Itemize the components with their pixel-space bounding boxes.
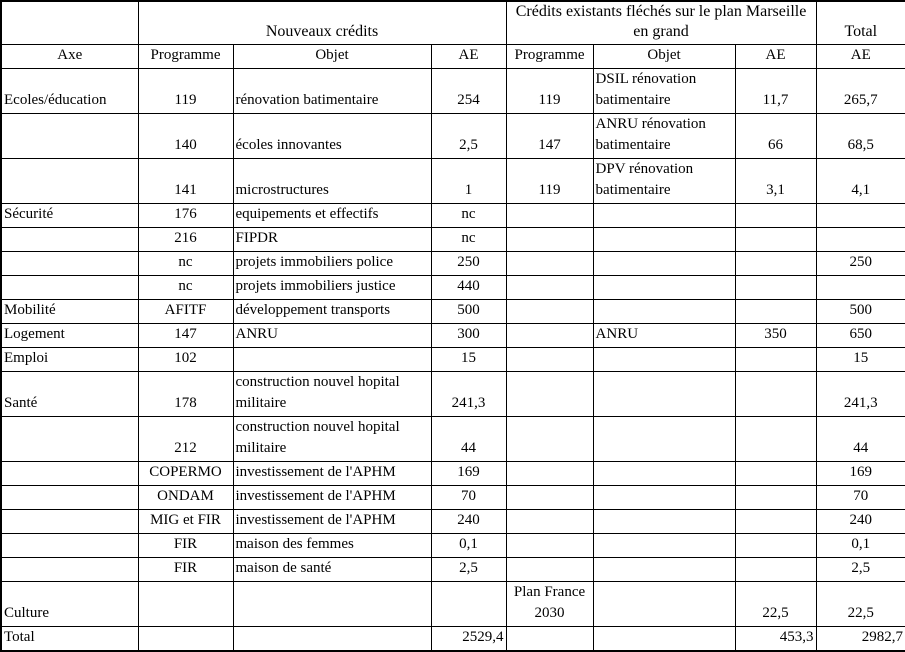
cell-axe	[1, 462, 138, 486]
cell-axe	[1, 252, 138, 276]
column-header-ae-new: AE	[431, 45, 506, 69]
table-row	[1, 534, 905, 558]
cell-ae2	[735, 462, 816, 486]
cell-objet2	[593, 462, 735, 486]
cell-prog2	[506, 228, 593, 252]
cell-prog1: FIR	[138, 534, 233, 558]
cell-objet1	[233, 348, 431, 372]
cell-axe	[1, 558, 138, 582]
cell-prog2	[506, 417, 593, 462]
cell-ae1	[431, 582, 506, 627]
cell-axe: Mobilité	[1, 300, 138, 324]
cell-axe: Emploi	[1, 348, 138, 372]
cell-objet1: investissement de l'APHM	[233, 510, 431, 534]
cell-objet2: ANRU rénovation batimentaire	[593, 114, 735, 159]
cell-ae1: nc	[431, 204, 506, 228]
cell-ae1: 440	[431, 276, 506, 300]
cell-ae2	[735, 417, 816, 462]
total-row-grand-total: 2982,7	[816, 627, 905, 652]
cell-total: 0,1	[816, 534, 905, 558]
cell-ae1: 0,1	[431, 534, 506, 558]
cell-prog2	[506, 252, 593, 276]
cell-prog2: Plan France 2030	[506, 582, 593, 627]
cell-prog2	[506, 276, 593, 300]
cell-prog1: 212	[138, 417, 233, 462]
cell-objet1: equipements et effectifs	[233, 204, 431, 228]
cell-ae2	[735, 276, 816, 300]
cell-ae2	[735, 300, 816, 324]
cell-objet1: investissement de l'APHM	[233, 486, 431, 510]
cell-axe: Culture	[1, 582, 138, 627]
cell-total: 70	[816, 486, 905, 510]
cell-total: 2,5	[816, 558, 905, 582]
column-header-ae-total: AE	[816, 45, 905, 69]
column-header-objet-existing: Objet	[593, 45, 735, 69]
cell-total: 15	[816, 348, 905, 372]
total-row-empty-prog2	[506, 627, 593, 652]
cell-total: 22,5	[816, 582, 905, 627]
cell-ae1: 241,3	[431, 372, 506, 417]
cell-prog1: 176	[138, 204, 233, 228]
cell-total: 241,3	[816, 372, 905, 417]
cell-objet2	[593, 510, 735, 534]
header-spacer	[1, 1, 138, 45]
cell-total: 44	[816, 417, 905, 462]
cell-total: 4,1	[816, 159, 905, 204]
cell-prog2	[506, 204, 593, 228]
table-row	[1, 276, 905, 300]
cell-ae1: 300	[431, 324, 506, 348]
cell-ae2: 350	[735, 324, 816, 348]
cell-prog2: 119	[506, 69, 593, 114]
column-header-ae-existing: AE	[735, 45, 816, 69]
table-row	[1, 372, 905, 417]
cell-prog2	[506, 324, 593, 348]
cell-prog1: ONDAM	[138, 486, 233, 510]
cell-prog2: 119	[506, 159, 593, 204]
cell-ae1: 1	[431, 159, 506, 204]
cell-objet1: écoles innovantes	[233, 114, 431, 159]
total-row-ae-new: 2529,4	[431, 627, 506, 652]
cell-axe	[1, 417, 138, 462]
cell-ae1: 250	[431, 252, 506, 276]
header-group-new-credits: Nouveaux crédits	[138, 1, 506, 45]
cell-ae1: nc	[431, 228, 506, 252]
cell-ae2	[735, 252, 816, 276]
table-row	[1, 510, 905, 534]
table-row	[1, 204, 905, 228]
cell-ae2	[735, 534, 816, 558]
cell-objet1	[233, 582, 431, 627]
cell-objet1: projets immobiliers justice	[233, 276, 431, 300]
cell-objet2	[593, 204, 735, 228]
cell-prog1: 140	[138, 114, 233, 159]
cell-objet2	[593, 252, 735, 276]
total-row-empty-objet2	[593, 627, 735, 652]
total-row-ae-existing: 453,3	[735, 627, 816, 652]
table-row	[1, 69, 905, 114]
cell-axe	[1, 114, 138, 159]
cell-total: 169	[816, 462, 905, 486]
cell-ae2: 66	[735, 114, 816, 159]
cell-objet2: DSIL rénovation batimentaire	[593, 69, 735, 114]
table-row	[1, 462, 905, 486]
cell-ae2	[735, 348, 816, 372]
cell-prog1: nc	[138, 252, 233, 276]
cell-ae1: 2,5	[431, 114, 506, 159]
cell-total: 265,7	[816, 69, 905, 114]
column-header-objet-new: Objet	[233, 45, 431, 69]
cell-ae2	[735, 228, 816, 252]
cell-objet2	[593, 558, 735, 582]
cell-prog1: MIG et FIR	[138, 510, 233, 534]
cell-axe: Sécurité	[1, 204, 138, 228]
cell-prog1: AFITF	[138, 300, 233, 324]
cell-total: 68,5	[816, 114, 905, 159]
column-header-axe: Axe	[1, 45, 138, 69]
cell-objet2	[593, 300, 735, 324]
table-row	[1, 582, 905, 627]
cell-ae2	[735, 510, 816, 534]
column-header-programme-new: Programme	[138, 45, 233, 69]
cell-objet2: ANRU	[593, 324, 735, 348]
cell-objet2	[593, 276, 735, 300]
cell-prog2	[506, 348, 593, 372]
cell-ae2	[735, 204, 816, 228]
table-row	[1, 300, 905, 324]
header-group-existing-credits: Crédits existants fléchés sur le plan Marseille en grand	[506, 1, 816, 45]
cell-total: 650	[816, 324, 905, 348]
cell-prog2	[506, 510, 593, 534]
cell-objet1: investissement de l'APHM	[233, 462, 431, 486]
header-group-row	[1, 1, 905, 45]
table-row	[1, 558, 905, 582]
table-row	[1, 159, 905, 204]
total-row-label: Total	[1, 627, 138, 652]
cell-total: 500	[816, 300, 905, 324]
cell-objet2	[593, 348, 735, 372]
column-header-programme-existing: Programme	[506, 45, 593, 69]
cell-axe	[1, 486, 138, 510]
cell-prog2	[506, 372, 593, 417]
cell-ae2: 22,5	[735, 582, 816, 627]
cell-prog1: 216	[138, 228, 233, 252]
cell-objet1: maison des femmes	[233, 534, 431, 558]
cell-axe	[1, 534, 138, 558]
table-row	[1, 417, 905, 462]
cell-axe	[1, 510, 138, 534]
cell-axe: Santé	[1, 372, 138, 417]
header-columns-row	[1, 45, 905, 69]
cell-objet2	[593, 228, 735, 252]
total-row-empty-prog1	[138, 627, 233, 652]
cell-total	[816, 204, 905, 228]
cell-prog2: 147	[506, 114, 593, 159]
cell-ae2	[735, 486, 816, 510]
cell-ae2: 11,7	[735, 69, 816, 114]
cell-prog1: 147	[138, 324, 233, 348]
cell-prog2	[506, 462, 593, 486]
cell-objet1: construction nouvel hopital militaire	[233, 417, 431, 462]
cell-prog1: 102	[138, 348, 233, 372]
cell-total: 240	[816, 510, 905, 534]
cell-ae2	[735, 558, 816, 582]
cell-ae2: 3,1	[735, 159, 816, 204]
table-row	[1, 228, 905, 252]
cell-objet1: microstructures	[233, 159, 431, 204]
cell-ae1: 70	[431, 486, 506, 510]
cell-ae2	[735, 372, 816, 417]
cell-objet1: construction nouvel hopital militaire	[233, 372, 431, 417]
cell-prog1: 141	[138, 159, 233, 204]
cell-objet2	[593, 582, 735, 627]
cell-objet1: ANRU	[233, 324, 431, 348]
cell-objet1: rénovation batimentaire	[233, 69, 431, 114]
cell-objet2	[593, 372, 735, 417]
total-row	[1, 627, 905, 652]
cell-objet2: DPV rénovation batimentaire	[593, 159, 735, 204]
cell-objet1: développement transports	[233, 300, 431, 324]
cell-prog1: COPERMO	[138, 462, 233, 486]
table-row	[1, 324, 905, 348]
cell-prog1: 119	[138, 69, 233, 114]
cell-ae1: 2,5	[431, 558, 506, 582]
cell-prog2	[506, 534, 593, 558]
cell-objet2	[593, 486, 735, 510]
cell-prog2	[506, 558, 593, 582]
cell-objet1: projets immobiliers police	[233, 252, 431, 276]
cell-ae1: 254	[431, 69, 506, 114]
cell-prog1: 178	[138, 372, 233, 417]
cell-prog1	[138, 582, 233, 627]
cell-axe: Logement	[1, 324, 138, 348]
cell-objet1: maison de santé	[233, 558, 431, 582]
cell-prog1: FIR	[138, 558, 233, 582]
cell-objet1: FIPDR	[233, 228, 431, 252]
cell-ae1: 44	[431, 417, 506, 462]
cell-objet2	[593, 417, 735, 462]
cell-total	[816, 228, 905, 252]
cell-prog1: nc	[138, 276, 233, 300]
table-row	[1, 348, 905, 372]
total-row-empty-objet1	[233, 627, 431, 652]
cell-ae1: 240	[431, 510, 506, 534]
cell-axe: Ecoles/éducation	[1, 69, 138, 114]
table-row	[1, 252, 905, 276]
cell-ae1: 15	[431, 348, 506, 372]
cell-total: 250	[816, 252, 905, 276]
cell-axe	[1, 228, 138, 252]
cell-prog2	[506, 486, 593, 510]
cell-total	[816, 276, 905, 300]
header-group-total: Total	[816, 1, 905, 45]
cell-axe	[1, 276, 138, 300]
table-row	[1, 114, 905, 159]
cell-ae1: 169	[431, 462, 506, 486]
cell-axe	[1, 159, 138, 204]
cell-ae1: 500	[431, 300, 506, 324]
cell-prog2	[506, 300, 593, 324]
table-row	[1, 486, 905, 510]
cell-objet2	[593, 534, 735, 558]
